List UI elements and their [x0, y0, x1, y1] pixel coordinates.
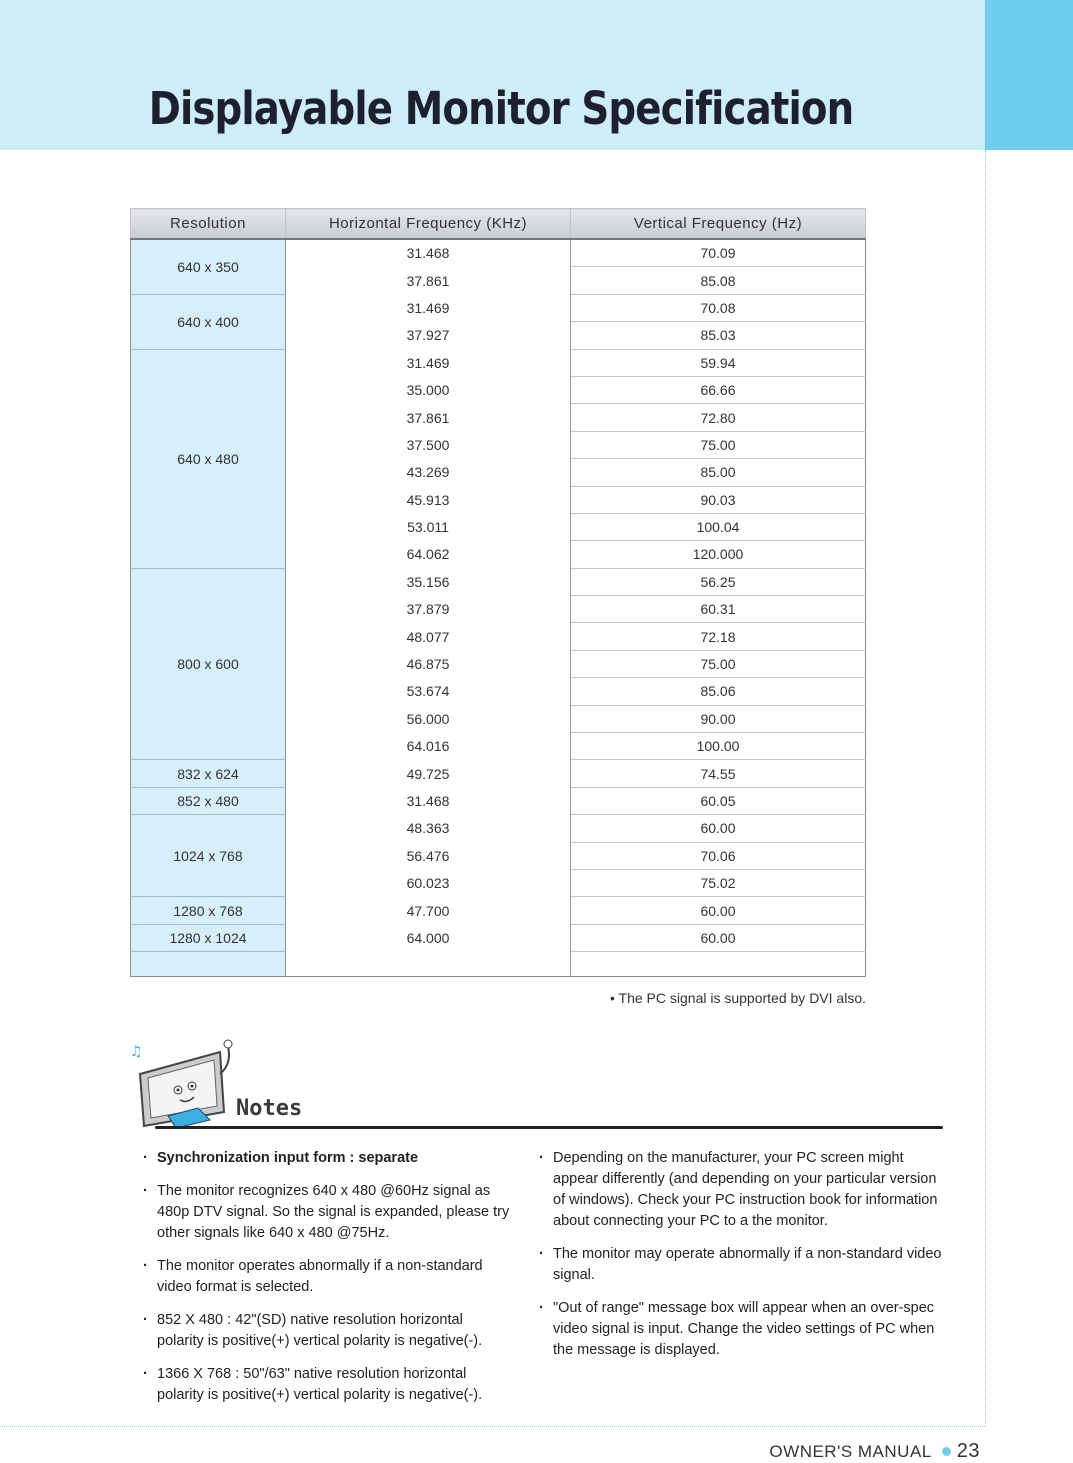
empty-cell [571, 952, 866, 977]
header-band [0, 0, 985, 150]
table-row [131, 294, 866, 321]
horizontal-frequency-cell: 53.674 [286, 678, 571, 705]
empty-cell [131, 952, 286, 977]
horizontal-frequency-cell: 64.062 [286, 541, 571, 568]
horizontal-frequency-cell: 48.077 [286, 623, 571, 650]
vertical-frequency-cell: 85.08 [571, 267, 866, 294]
page-footer [769, 1440, 980, 1463]
horizontal-frequency-cell: 48.363 [286, 815, 571, 842]
column-header-horizontal: Horizontal Frequency (KHz) [286, 209, 571, 240]
vertical-frequency-cell: 75.00 [571, 650, 866, 677]
column-header-vertical: Vertical Frequency (Hz) [571, 209, 866, 240]
horizontal-frequency-cell: 31.469 [286, 294, 571, 321]
spec-table-body [131, 239, 866, 977]
svg-text:♫: ♫ [130, 1044, 143, 1060]
horizontal-frequency-cell: 49.725 [286, 760, 571, 787]
resolution-cell: 640 x 400 [131, 294, 286, 349]
resolution-cell: 1024 x 768 [131, 815, 286, 897]
dvi-footnote: • The PC signal is supported by DVI also. [610, 990, 866, 1006]
vertical-frequency-cell: 60.05 [571, 787, 866, 814]
vertical-frequency-cell: 60.00 [571, 815, 866, 842]
vertical-frequency-cell: 59.94 [571, 349, 866, 376]
vertical-frequency-cell: 90.03 [571, 486, 866, 513]
vertical-frequency-cell: 60.00 [571, 924, 866, 951]
horizontal-frequency-cell: 64.016 [286, 733, 571, 760]
vertical-frequency-cell: 70.08 [571, 294, 866, 321]
vertical-frequency-cell: 72.18 [571, 623, 866, 650]
vertical-frequency-cell: 85.06 [571, 678, 866, 705]
manual-label: OWNER'S MANUAL [769, 1442, 932, 1461]
horizontal-frequency-cell: 37.861 [286, 267, 571, 294]
horizontal-frequency-cell: 45.913 [286, 486, 571, 513]
resolution-cell: 1280 x 768 [131, 897, 286, 924]
vertical-frequency-cell: 66.66 [571, 376, 866, 403]
notes-left-column [143, 1148, 513, 1418]
vertical-frequency-cell: 72.80 [571, 404, 866, 431]
horizontal-frequency-cell: 43.269 [286, 459, 571, 486]
note-item: · 852 X 480 : 42"(SD) native resolution horizontal polarity is positive(+) vertical polarity is negative(-). [143, 1310, 513, 1352]
table-header-row [131, 209, 866, 240]
note-item: · The monitor may operate abnormally if a non-standard video signal. [539, 1244, 944, 1286]
resolution-cell: 640 x 350 [131, 239, 286, 294]
empty-cell [286, 952, 571, 977]
resolution-cell: 852 x 480 [131, 787, 286, 814]
note-item: · Depending on the manufacturer, your PC screen might appear differently (and depending on your particular version of windows). Check your PC instruction book for information about connecting your PC to a the monitor. [539, 1148, 944, 1232]
vertical-frequency-cell: 74.55 [571, 760, 866, 787]
vertical-frequency-cell: 90.00 [571, 705, 866, 732]
table-row [131, 787, 866, 814]
horizontal-frequency-cell: 37.879 [286, 596, 571, 623]
horizontal-frequency-cell: 56.000 [286, 705, 571, 732]
table-row-empty [131, 952, 866, 977]
table-row [131, 760, 866, 787]
monitor-mascot-icon [128, 1034, 238, 1129]
vertical-frequency-cell: 75.02 [571, 869, 866, 896]
horizontal-frequency-cell: 56.476 [286, 842, 571, 869]
horizontal-frequency-cell: 35.156 [286, 568, 571, 595]
horizontal-frequency-cell: 31.469 [286, 349, 571, 376]
note-item: · The monitor operates abnormally if a non-standard video format is selected. [143, 1256, 513, 1298]
header-accent-block [985, 0, 1073, 150]
horizontal-frequency-cell: 47.700 [286, 897, 571, 924]
notes-right-column [539, 1148, 944, 1373]
note-item: · 1366 X 768 : 50"/63" native resolution horizontal polarity is positive(+) vertical polarity is negative(-). [143, 1364, 513, 1406]
table-row [131, 897, 866, 924]
table-row [131, 924, 866, 951]
resolution-cell: 1280 x 1024 [131, 924, 286, 951]
table-row [131, 239, 866, 267]
vertical-frequency-cell: 85.03 [571, 322, 866, 349]
resolution-cell: 640 x 480 [131, 349, 286, 568]
notes-divider [155, 1126, 943, 1129]
page-number: 23 [956, 1440, 980, 1462]
vertical-frequency-cell: 100.04 [571, 513, 866, 540]
vertical-frequency-cell: 70.09 [571, 239, 866, 267]
table-row [131, 568, 866, 595]
horizontal-frequency-cell: 46.875 [286, 650, 571, 677]
vertical-frequency-cell: 60.00 [571, 897, 866, 924]
bottom-dotted-border [0, 1426, 985, 1427]
horizontal-frequency-cell: 53.011 [286, 513, 571, 540]
vertical-frequency-cell: 100.00 [571, 733, 866, 760]
bullet-dot-icon [942, 1447, 951, 1456]
page-title: Displayable Monitor Specification [148, 82, 853, 135]
resolution-cell: 832 x 624 [131, 760, 286, 787]
vertical-frequency-cell: 85.00 [571, 459, 866, 486]
horizontal-frequency-cell: 31.468 [286, 239, 571, 267]
notes-heading: Notes [236, 1096, 303, 1121]
vertical-frequency-cell: 56.25 [571, 568, 866, 595]
table-row [131, 815, 866, 842]
column-header-resolution: Resolution [131, 209, 286, 240]
table-row [131, 349, 866, 376]
horizontal-frequency-cell: 64.000 [286, 924, 571, 951]
note-item: · "Out of range" message box will appear when an over-spec video signal is input. Change the video settings of PC when the message is displayed. [539, 1298, 944, 1361]
horizontal-frequency-cell: 37.500 [286, 431, 571, 458]
vertical-frequency-cell: 75.00 [571, 431, 866, 458]
note-item: · Synchronization input form : separate [143, 1148, 513, 1169]
horizontal-frequency-cell: 31.468 [286, 787, 571, 814]
vertical-frequency-cell: 60.31 [571, 596, 866, 623]
horizontal-frequency-cell: 60.023 [286, 869, 571, 896]
horizontal-frequency-cell: 37.861 [286, 404, 571, 431]
horizontal-frequency-cell: 37.927 [286, 322, 571, 349]
note-item: · The monitor recognizes 640 x 480 @60Hz signal as 480p DTV signal. So the signal is expanded, please try other signals like 640 x 480 @75Hz. [143, 1181, 513, 1244]
vertical-frequency-cell: 120.000 [571, 541, 866, 568]
spec-table [130, 208, 866, 977]
right-dotted-border [985, 150, 986, 1426]
horizontal-frequency-cell: 35.000 [286, 376, 571, 403]
vertical-frequency-cell: 70.06 [571, 842, 866, 869]
resolution-cell: 800 x 600 [131, 568, 286, 760]
